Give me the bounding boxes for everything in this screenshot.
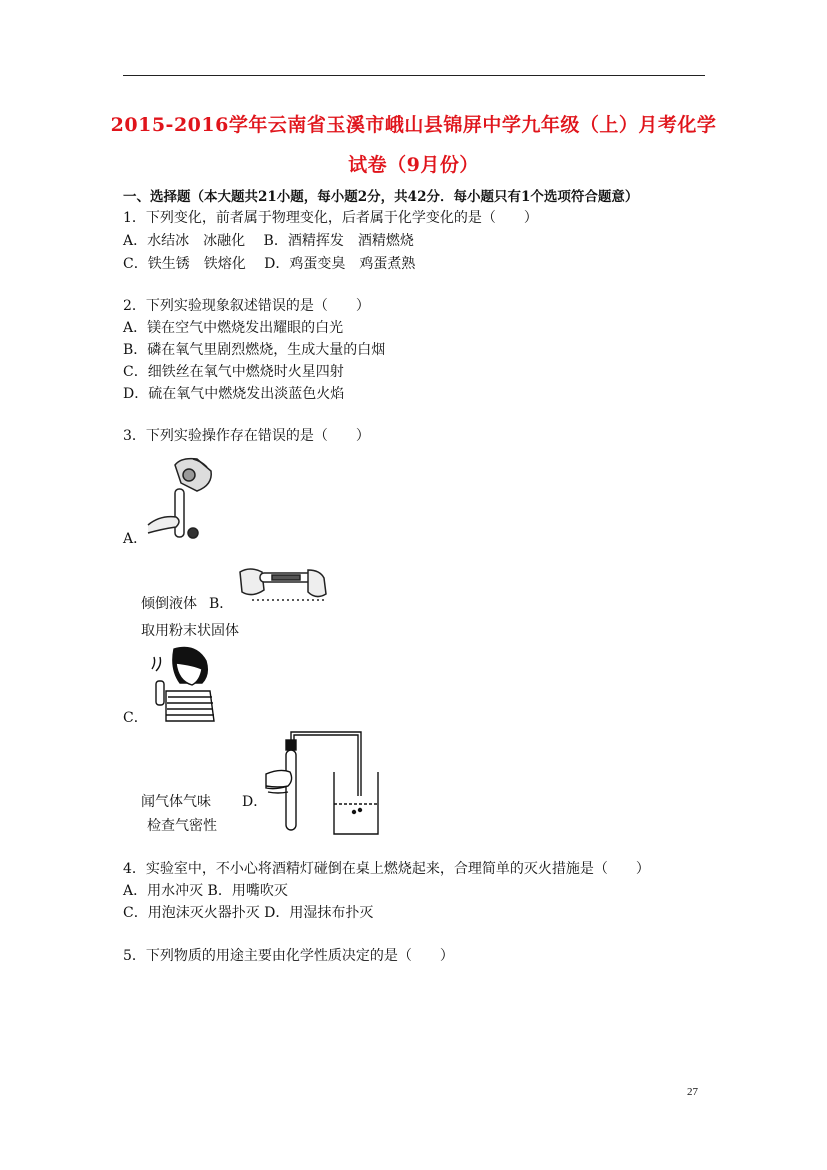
q3-label-d: D． [242,794,268,810]
page-number: 27 [687,1086,698,1098]
q3-stem: 3．下列实验操作存在错误的是（ ） [123,428,370,444]
q5-stem: 5．下列物质的用途主要由化学性质决定的是（ ） [123,948,454,964]
figure-powder-tube [232,560,332,610]
q3-label-b: B． [209,596,234,612]
exam-title-line1: 2015-2016学年云南省玉溪市峨山县锦屏中学九年级（上）月考化学 [110,114,717,136]
q2-option-a: A．镁在空气中燃烧发出耀眼的白光 [123,320,344,336]
q1-options-ab: A．水结冰 冰融化 B．酒精挥发 酒精燃烧 [123,233,414,249]
figure-airtightness-check [262,730,380,840]
q3-label-c: C． [123,710,148,726]
q4-stem: 4．实验室中，不小心将酒精灯碰倒在桌上燃烧起来，合理简单的灭火措施是（ ） [123,861,650,877]
figure-pouring-liquid [145,455,220,545]
q3-caption-a: 倾倒液体 [141,596,197,612]
q3-label-a: A． [123,531,148,547]
section-heading: 一、选择题（本大题共21小题，每小题2分，共42分．每小题只有1个选项符合题意） [123,189,639,205]
q1-options-cd: C．铁生锈 铁熔化 D．鸡蛋变臭 鸡蛋煮熟 [123,256,416,272]
q1-stem: 1．下列变化，前者属于物理变化，后者属于化学变化的是（ ） [123,210,538,226]
header-rule [123,75,705,76]
q2-option-d: D．硫在氧气中燃烧发出淡蓝色火焰 [123,386,345,402]
q3-caption-d: 检查气密性 [147,818,217,834]
q2-stem: 2．下列实验现象叙述错误的是（ ） [123,298,370,314]
exam-title-line2: 试卷（9月份） [348,154,479,176]
q3-caption-b: 取用粉末状固体 [141,623,239,639]
q4-options-cd: C．用泡沫灭火器扑灭 D．用湿抹布扑灭 [123,905,374,921]
q3-caption-c: 闻气体气味 [141,794,211,810]
q2-option-c: C．细铁丝在氧气中燃烧时火星四射 [123,364,344,380]
q4-options-ab: A．用水冲灭 B．用嘴吹灭 [123,883,288,899]
q2-option-b: B．磷在氧气里剧烈燃烧，生成大量的白烟 [123,342,386,358]
figure-smelling-gas [146,643,218,723]
